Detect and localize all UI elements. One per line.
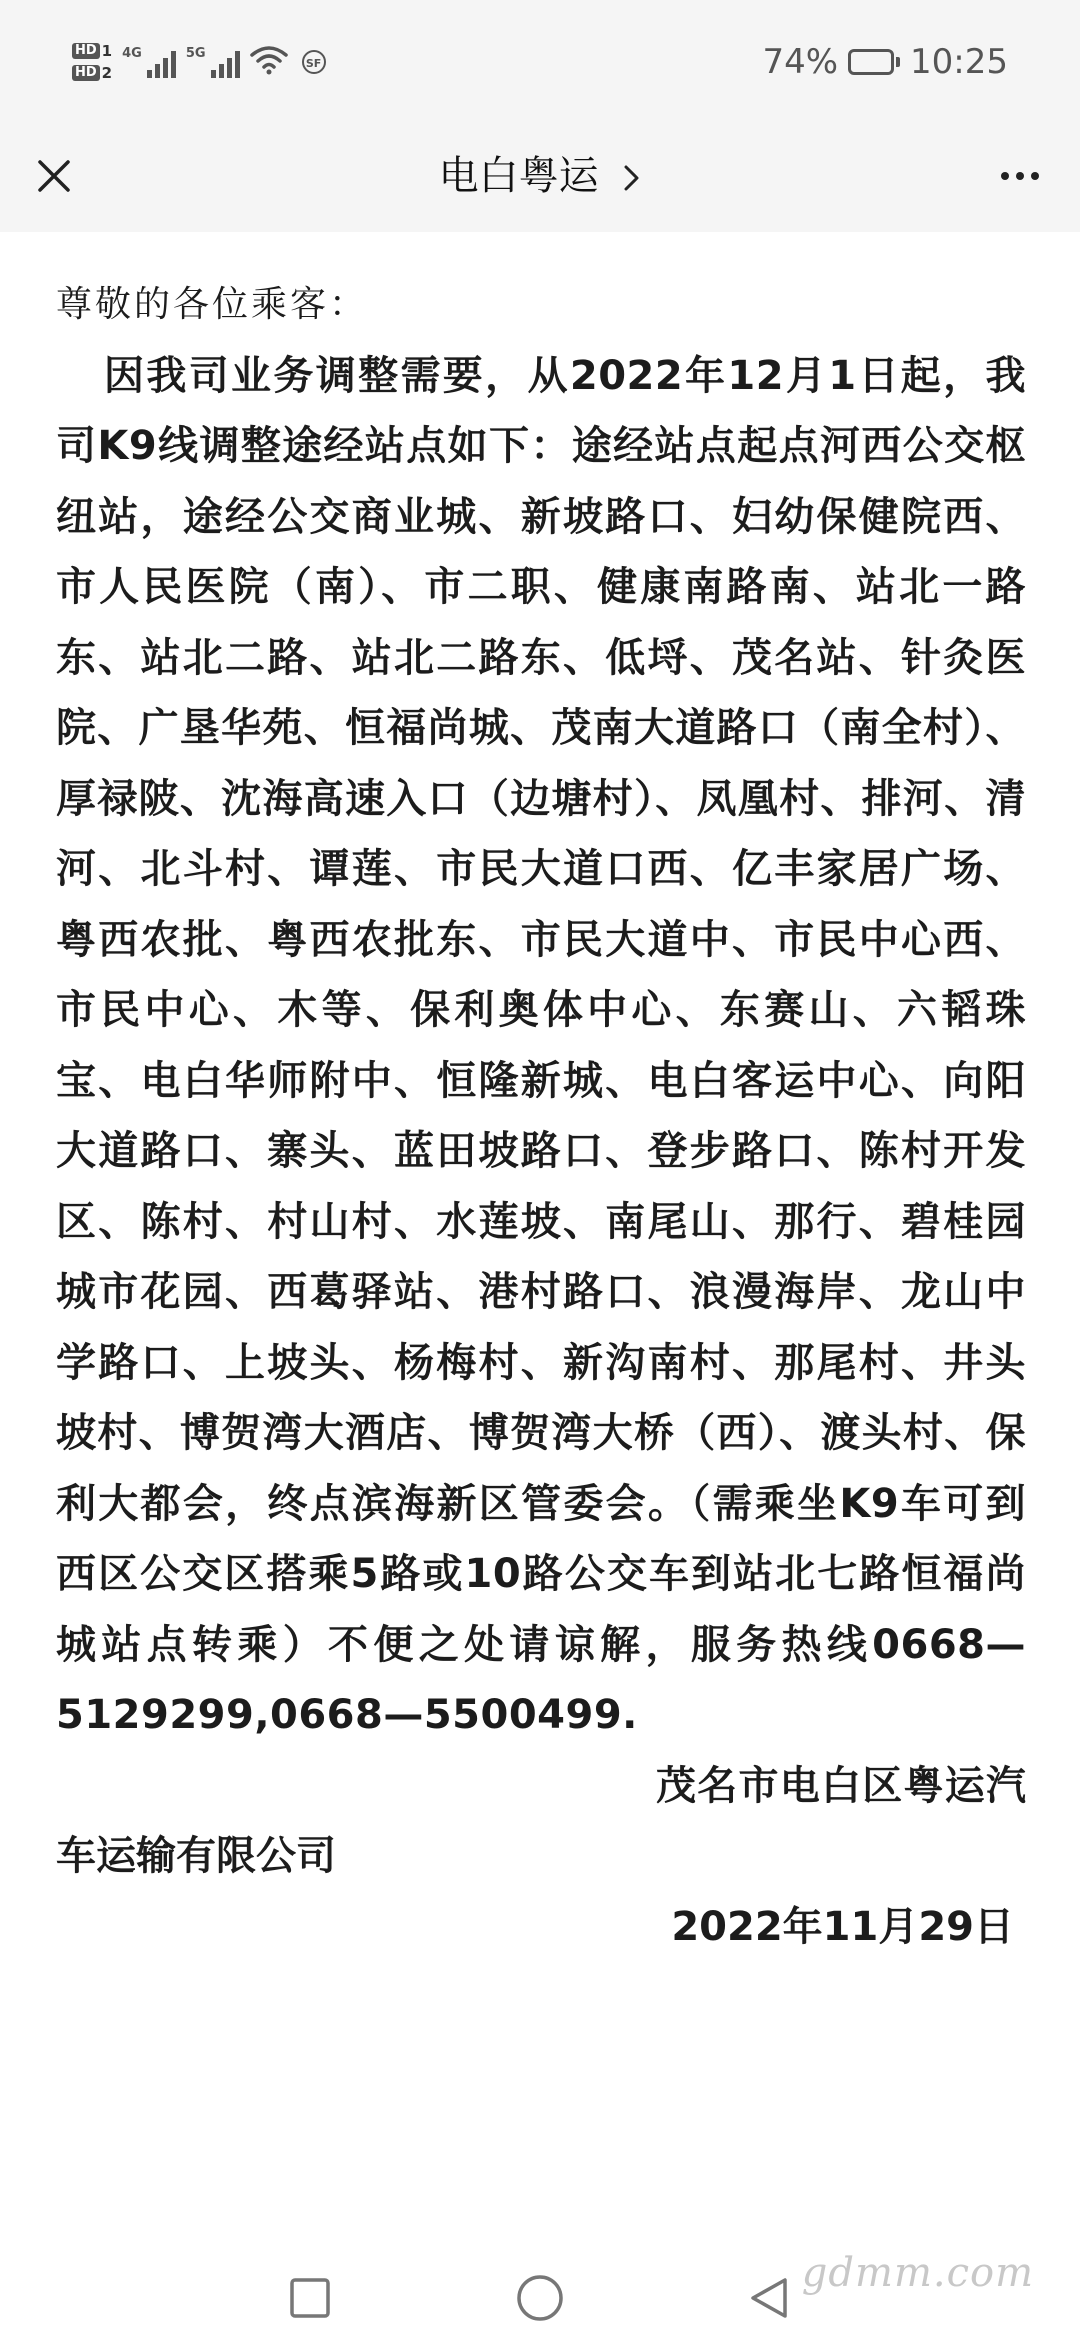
account-title-link[interactable] — [0, 144, 1080, 208]
wifi-icon — [250, 45, 288, 79]
status-right — [762, 38, 1008, 86]
sim2-indicator — [72, 65, 112, 81]
signal-2-icon — [186, 46, 240, 78]
battery-percent: 74% — [762, 42, 839, 82]
recents-button[interactable] — [282, 2270, 338, 2326]
page-title: 电白粤运 — [438, 153, 599, 199]
more-icon — [1001, 172, 1009, 180]
clock: 10:25 — [910, 42, 1008, 82]
square-icon — [288, 2276, 332, 2320]
status-left — [72, 34, 326, 90]
home-button[interactable] — [512, 2270, 568, 2326]
sim-indicators — [72, 43, 112, 81]
hd2-badge: HD — [72, 65, 100, 81]
title-bar — [0, 120, 1080, 232]
back-button[interactable] — [742, 2270, 798, 2326]
network-type-1: 4G — [122, 46, 142, 61]
sf-badge-icon: SF — [302, 50, 326, 74]
article-content — [56, 270, 1026, 1962]
status-bar — [0, 0, 1080, 120]
company-signature: 茂名市电白区粤运汽车运输有限公司 — [56, 1762, 1026, 1879]
network-type-2: 5G — [185, 46, 206, 61]
sim2-number: 2 — [101, 63, 113, 82]
watermark: gdmm.com — [801, 2250, 1034, 2296]
hd1-badge: HD — [72, 43, 100, 59]
triangle-back-icon — [747, 2275, 793, 2321]
sim1-indicator — [72, 43, 112, 59]
battery-icon — [848, 49, 900, 75]
chevron-right-icon — [623, 163, 641, 193]
salutation: 尊敬的各位乘客： — [56, 284, 369, 325]
signal-1-icon — [122, 46, 176, 78]
circle-icon — [515, 2273, 565, 2323]
article-body: 因我司业务调整需要，从2022年12月1日起，我司K9线调整途经站点如下：途经站点起点河西公交枢纽站，途经公交商业城、新坡路口、妇幼保健院西、市人民医院（南）、市二职、健康南路南、站北一路东、站北二路、站北二路东、低埒、茂名站、针灸医院、广垦华苑、恒福尚城、茂南大道路口（南全村）、厚禄陂、沈海高速入口（边塘村）、凤凰村、排河、清河、北斗村、谭莲、市民大道口西、亿丰家居广场、粤西农批、粤西农批东、市民大道中、市民中心西、市民中心、木等、保利奥体中心、东赛山、六韬珠宝、电白华师附中、恒隆新城、电白客运中心、向阳大道路口、寨头、蓝田坡路口、登步路口、陈村开发区、陈村、村山村、水莲坡、南尾山、那行、碧桂园城市花园、西葛驿站、港村路口、浪漫海岸、龙山中学路口、上坡头、杨梅村、新沟南村、那尾村、井头坡村、博贺湾大酒店、博贺湾大桥（西）、渡头村、保利大都会，终点滨海新区管委会。（需乘坐K9车可到西区公交区搭乘5路或10路公交车到站北七路恒福尚城站点转乘）不便之处请谅解，服务热线0668—5129299,0668—5500499. — [56, 352, 1026, 1738]
more-options-button[interactable] — [988, 146, 1052, 206]
sim1-number: 1 — [101, 41, 113, 60]
notice-date: 2022年11月29日 — [671, 1903, 1014, 1950]
